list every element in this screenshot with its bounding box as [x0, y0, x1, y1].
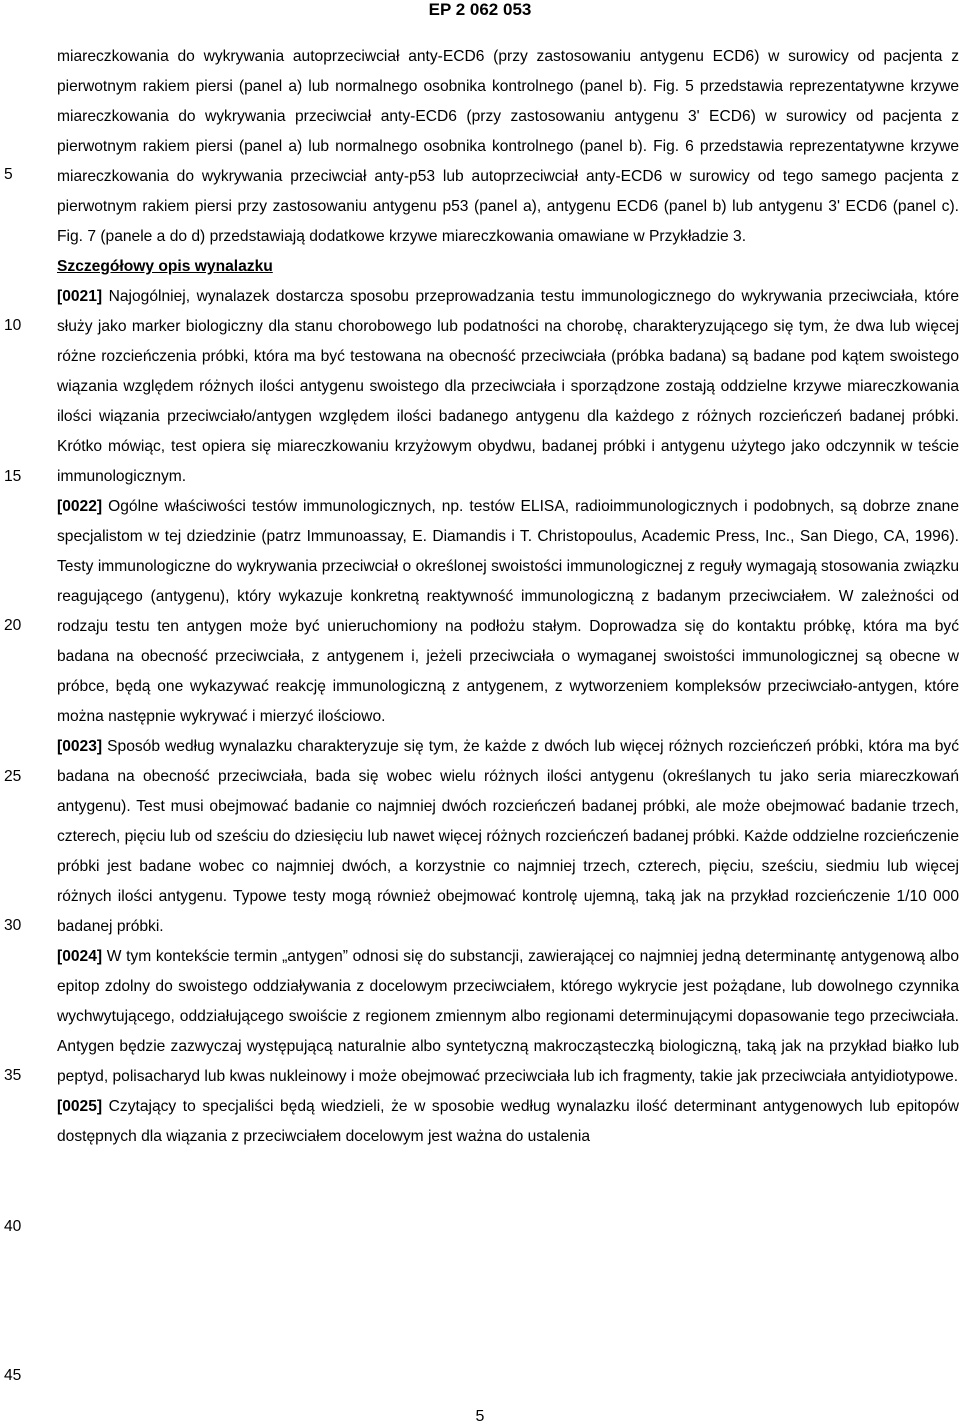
paragraph-text: W tym kontekście termin „antygen” odnosi się do substancji, zawierającej co najmniej jedną determinantę antygenową albo epitop zdolny do swoistego oddziaływania z docelowym przeciwciałem, którego wykrycie jest pożądane, lub dowolnego czynnika wychwytującego, oddziałującego swoiście z regionem zmiennym albo regionami determinującymi dopasowanie tego przeciwciała. Antygen będzie zazwyczaj występującą naturalnie albo syntetyczną makrocząsteczką biologiczną, taką jak na przykład białko lub peptyd, polisacharyd lub kwas nukleinowy i może obejmować przeciwciała lub ich fragmenty, takie jak przeciwciała antyidiotypowe. [57, 948, 959, 1085]
page-number: 5 [475, 1408, 485, 1425]
paragraph-number: [0022] [57, 498, 103, 515]
paragraph-number: [0025] [57, 1098, 103, 1115]
paragraph-text: Sposób według wynalazku charakteryzuje się tym, że każde z dwóch lub więcej różnych rozcieńczeń próbki, która ma być badana na obecność przeciwciała, bada się wobec wielu różnych ilości antygenu (określanych tu jako seria miareczkowań antygenu). Test musi obejmować badanie co najmniej dwóch rozcieńczeń badanej próbki, ale może obejmować badanie trzech, czterech, pięciu lub od sześciu do dziesięciu lub nawet więcej różnych rozcieńczeń badanej próbki. Każde oddzielne rozcieńczenie próbki jest badane wobec co najmniej dwóch, a korzystnie co najmniej trzech, czterech, pięciu, sześciu, siedmiu lub więcej różnych ilości antygenu. Typowe testy mogą również obejmować kontrolę ujemną, taką jak na przykład rozcieńczenie 1/10 000 badanej próbki. [57, 738, 959, 935]
paragraph-text: Czytający to specjaliści będą wiedzieli, że w sposobie według wynalazku ilość determinant antygenowych lub epitopów dostępnych dla wiązania z przeciwciałem docelowym jest ważna do ustalenia [57, 1098, 959, 1145]
line-number: 45 [4, 1367, 22, 1384]
line-number: 35 [4, 1067, 22, 1084]
line-number: 20 [4, 617, 22, 634]
paragraph-0022 [57, 492, 959, 732]
document-header: EP 2 062 053 [428, 0, 532, 19]
paragraph-number: [0023] [57, 738, 103, 755]
paragraph-0024 [57, 942, 959, 1092]
paragraph-0023 [57, 732, 959, 942]
line-number: 25 [4, 768, 22, 785]
paragraph-0021 [57, 282, 959, 492]
line-number: 15 [4, 468, 22, 485]
line-number: 10 [4, 317, 22, 334]
document-body [57, 42, 959, 1152]
paragraph-0025 [57, 1092, 959, 1152]
paragraph-number: [0024] [57, 948, 103, 965]
line-number: 40 [4, 1218, 22, 1235]
line-number: 30 [4, 917, 22, 934]
paragraph-number: [0021] [57, 288, 103, 305]
paragraph-text: Najogólniej, wynalazek dostarcza sposobu przeprowadzania testu immunologicznego do wykrywania przeciwciała, które służy jako marker biologiczny dla stanu chorobowego lub podatności na chorobę, charakteryzującego się tym, że dwa lub więcej różne rozcieńczenia próbki, która ma być testowana na obecność przeciwciała (próbka badana) są badane pod kątem swoistego wiązania względem różnych ilości antygenu swoistego dla przeciwciała i sporządzone zostają oddzielne krzywe miareczkowania ilości wiązania przeciwciało/antygen względem ilości badanego antygenu dla każdego z różnych rozcieńczeń badanej próbki. Krótko mówiąc, test opiera się miareczkowaniu krzyżowym obydwu, badanej próbki i antygenu użytego jako odczynnik w teście immunologicznym. [57, 288, 959, 485]
paragraph-text: Ogólne właściwości testów immunologicznych, np. testów ELISA, radioimmunologicznych i podobnych, są dobrze znane specjalistom w tej dziedzinie (patrz Immunoassay, E. Diamandis i T. Christopoulus, Academic Press, Inc., San Diego, CA, 1996). Testy immunologiczne do wykrywania przeciwciał o określonej swoistości immunologicznej z reguły wymagają stosowania związku reagującego (antygenu), który wykazuje konkretną reaktywność immunologiczną z badanym przeciwciałem. W zależności od rodzaju testu ten antygen może być unieruchomiony na podłożu stałym. Doprowadza się do kontaktu próbkę, która ma być badana na obecność przeciwciała, z antygenem i, jeżeli przeciwciała o wymaganej swoistości immunologicznej są obecne w próbce, będą one wykazywać reakcję immunologiczną z antygenem, z wytworzeniem kompleksów przeciwciało-antygen, które można następnie wykrywać i mierzyć ilościowo. [57, 498, 959, 725]
line-number: 5 [4, 166, 13, 183]
intro-paragraph: miareczkowania do wykrywania autoprzeciwciał anty-ECD6 (przy zastosowaniu antygenu ECD6) w surowicy od pacjenta z pierwotnym rakiem piersi (panel a) lub normalnego osobnika kontrolnego (panel b). Fig. 5 przedstawia reprezentatywne krzywe miareczkowania do wykrywania przeciwciał anty-ECD6 (przy zastosowaniu antygenu 3' ECD6) w surowicy od pacjenta z pierwotnym rakiem piersi (panel a) lub normalnego osobnika kontrolnego (panel b). Fig. 6 przedstawia reprezentatywne krzywe miareczkowania do wykrywania przeciwciał anty-p53 lub autoprzeciwciał anty-ECD6 w surowicy od tego samego pacjenta z pierwotnym rakiem piersi przy zastosowaniu antygenu p53 (panel a), antygenu ECD6 (panel b) lub antygenu 3' ECD6 (panel c). Fig. 7 (panele a do d) przedstawiają dodatkowe krzywe miareczkowania omawiane w Przykładzie 3. [57, 48, 959, 245]
section-heading: Szczegółowy opis wynalazku [57, 258, 273, 275]
